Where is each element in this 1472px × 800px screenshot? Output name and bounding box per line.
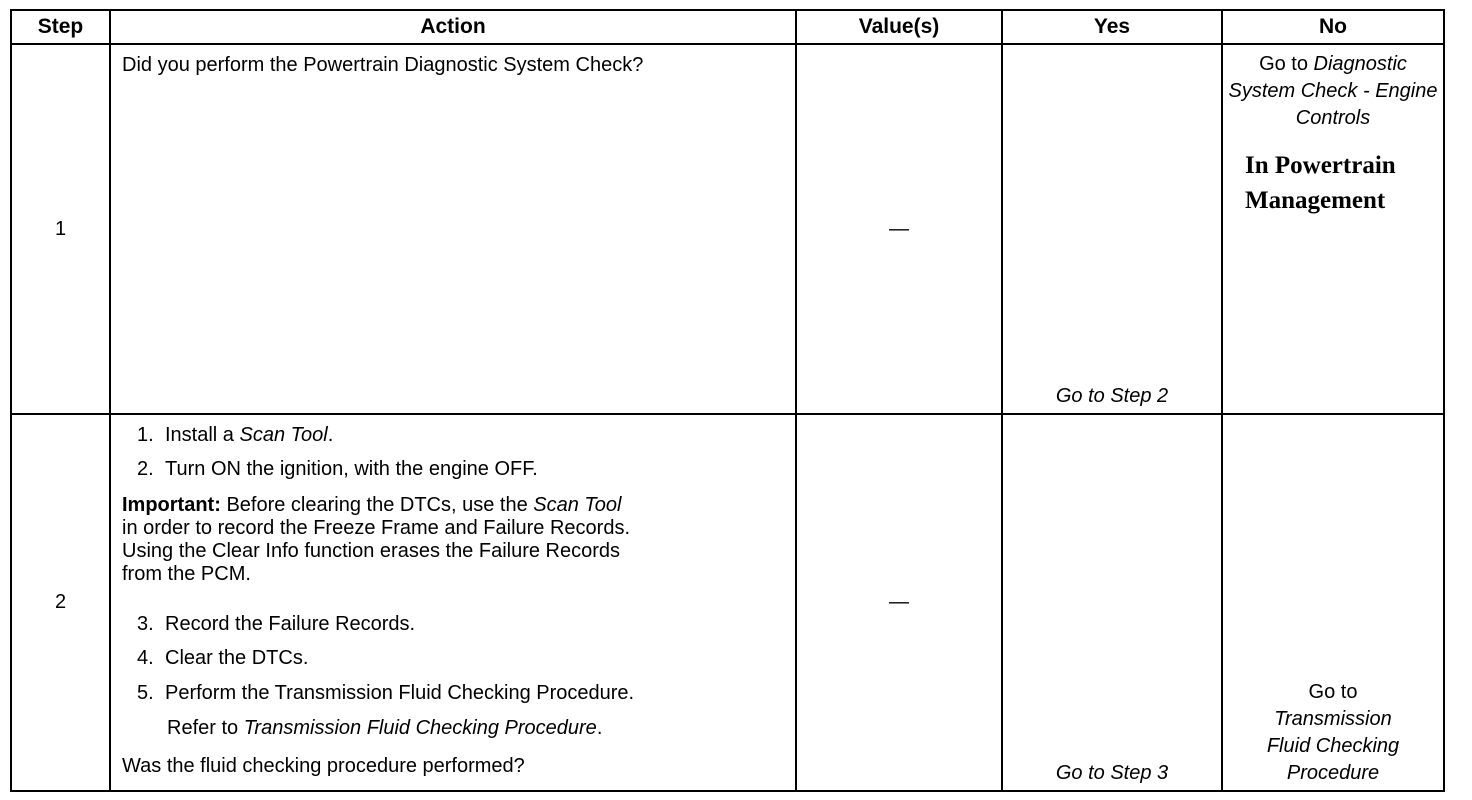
list-item: 1. Install a Scan Tool. <box>137 424 334 446</box>
step-number: 2 <box>11 414 110 791</box>
list-item: 5. Perform the Transmission Fluid Checking Procedure. <box>137 682 635 704</box>
important-note: Important: Before clearing the DTCs, use the Scan Tool in order to record the Freeze Frame and Failure Records. Using the Clear Info function erases the Failure Records from the PCM. <box>122 494 630 585</box>
header-values: Value(s) <box>796 10 1002 44</box>
header-no: No <box>1222 10 1444 44</box>
important-label: Important: <box>122 494 221 516</box>
diagnostic-table <box>10 9 1445 792</box>
list-item: 3. Record the Failure Records. <box>137 613 416 635</box>
list-item: 2. Turn ON the ignition, with the engine OFF. <box>137 458 538 480</box>
no-cell <box>1222 414 1444 791</box>
yes-goto-link[interactable]: Go to Step 3 <box>1055 762 1169 784</box>
yes-cell <box>1002 414 1222 791</box>
action-text: Did you perform the Powertrain Diagnostic System Check? <box>122 54 644 76</box>
value-cell <box>796 44 1002 414</box>
refer-line: Refer to Transmission Fluid Checking Procedure. <box>167 717 603 739</box>
no-goto-link[interactable]: Go to Transmission Fluid Checking Procedure <box>1266 681 1400 784</box>
value-dash: — <box>889 591 909 613</box>
no-cell <box>1222 44 1444 414</box>
yes-goto-link[interactable]: Go to Step 2 <box>1055 385 1169 407</box>
action-cell <box>110 44 796 414</box>
list-item: 4. Clear the DTCs. <box>137 647 309 669</box>
header-yes: Yes <box>1002 10 1222 44</box>
action-cell <box>110 414 796 791</box>
table-row <box>11 44 1444 414</box>
header-action: Action <box>110 10 796 44</box>
value-cell <box>796 414 1002 791</box>
header-step: Step <box>11 10 110 44</box>
value-dash: — <box>889 217 909 240</box>
yes-cell <box>1002 44 1222 414</box>
question-text: Was the fluid checking procedure performed? <box>122 755 525 777</box>
no-link-text: Diagnostic System Check - Engine Controls <box>1228 53 1438 129</box>
note-line: In Powertrain <box>1245 152 1396 179</box>
no-prefix: Go to <box>1259 53 1314 75</box>
step-number: 1 <box>11 44 110 414</box>
table-row <box>11 414 1444 791</box>
note-line: Management <box>1245 187 1386 214</box>
header-row <box>11 10 1444 44</box>
handwritten-note <box>1223 148 1443 218</box>
no-goto-link[interactable] <box>1223 45 1443 132</box>
